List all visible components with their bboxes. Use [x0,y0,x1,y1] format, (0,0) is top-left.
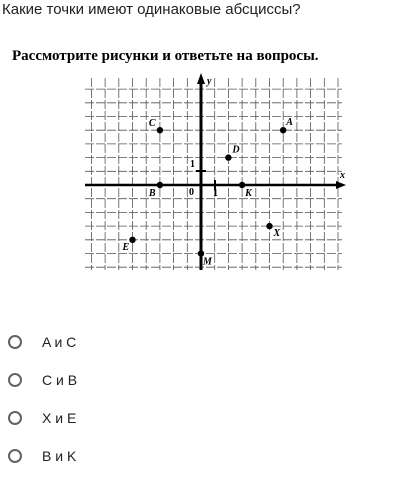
option-label: A и C [42,334,77,350]
point-c [157,127,163,133]
point-label-b: B [148,188,156,199]
x-axis-label: x [340,170,345,181]
point-label-a: A [286,117,293,129]
unit-y-label: 1 [190,159,195,170]
origin-label: 0 [189,187,194,198]
radio-icon[interactable] [8,449,22,463]
option-label: B и K [42,448,77,464]
point-label-m: M [203,256,212,268]
figure-instruction: Рассмотрите рисунки и ответьте на вопросы. [12,48,319,64]
option-1[interactable] [8,330,76,354]
question-text: Какие точки имеют одинаковые абсциссы? [2,1,301,18]
point-label-d: D [232,144,240,156]
point-b [157,182,163,188]
coordinate-figure [0,40,419,330]
point-label-c: C [148,118,156,130]
y-axis-arrow [197,73,205,84]
option-2[interactable] [8,368,77,392]
points [122,117,294,267]
point-d [225,154,231,160]
point-label-k: K [245,188,252,199]
point-x [266,223,272,229]
option-4[interactable] [8,444,76,468]
option-3[interactable] [8,406,76,430]
coordinate-plane [0,40,419,330]
y-axis-label: y [207,76,212,87]
option-label: X и E [42,410,77,426]
point-label-x: X [273,228,281,240]
point-label-e: E [122,241,130,253]
radio-icon[interactable] [8,373,22,387]
option-label: C и B [42,372,78,388]
radio-icon[interactable] [8,335,22,349]
point-e [129,237,135,243]
radio-icon[interactable] [8,411,22,425]
x-axis-arrow [336,181,346,189]
unit-x-label: 1 [213,188,218,199]
